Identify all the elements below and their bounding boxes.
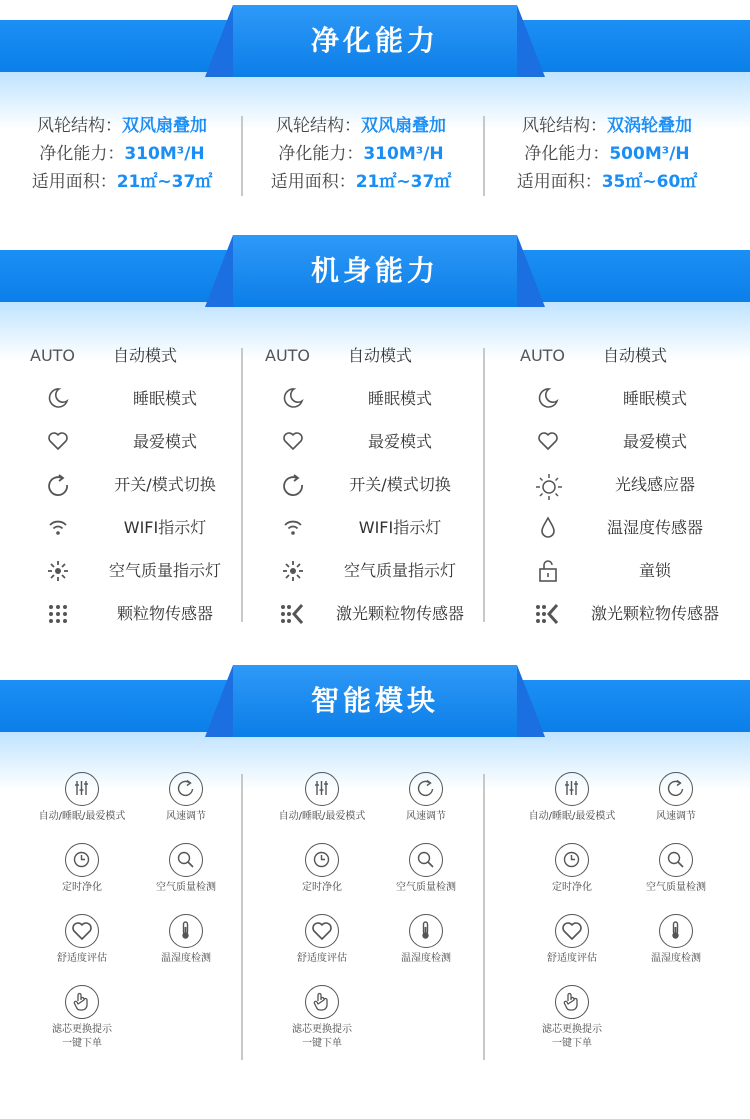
laser-sensor-icon xyxy=(535,602,561,626)
feature-label: 开关/模式切换 xyxy=(349,475,451,494)
module-item xyxy=(126,843,246,895)
capacity-value: 310M³/H xyxy=(124,144,205,164)
module-label: 温湿度检测 xyxy=(401,953,451,964)
module-item xyxy=(512,914,632,966)
hand-icon xyxy=(65,985,99,1019)
module-label: 空气质量检测 xyxy=(646,882,706,893)
thermometer-icon xyxy=(659,914,693,948)
module-label: 滤芯更换提示 xyxy=(52,1024,112,1035)
area-value: 21㎡~37㎡ xyxy=(355,172,452,192)
feature-label: 睡眠模式 xyxy=(622,389,687,408)
section-title: 机身能力 xyxy=(310,254,439,287)
fan-label: 风轮结构： xyxy=(522,116,607,136)
power-cycle-icon xyxy=(45,473,71,497)
feature-item xyxy=(520,599,750,629)
module-item xyxy=(366,843,486,895)
section-title: 净化能力 xyxy=(310,24,439,57)
feature-label: 睡眠模式 xyxy=(367,389,432,408)
refresh-icon xyxy=(659,772,693,806)
air-quality-icon xyxy=(280,559,306,583)
feature-label: 空气质量指示灯 xyxy=(343,561,456,580)
module-label-line2: 一键下单 xyxy=(62,1038,102,1049)
feature-label: 温湿度传感器 xyxy=(606,518,703,537)
section-banner-purify xyxy=(0,0,750,130)
module-item xyxy=(262,985,382,1051)
sliders-icon xyxy=(555,772,589,806)
module-label: 温湿度检测 xyxy=(651,953,701,964)
heart-icon xyxy=(535,430,561,454)
module-item xyxy=(262,843,382,895)
module-item xyxy=(366,914,486,966)
module-label: 空气质量检测 xyxy=(156,882,216,893)
moon-icon xyxy=(535,387,561,411)
module-item xyxy=(262,914,382,966)
feature-item xyxy=(30,470,260,500)
spec-column-1 xyxy=(2,112,242,196)
module-label: 自动/睡眠/最爱模式 xyxy=(528,811,616,822)
module-label-line2: 一键下单 xyxy=(552,1038,592,1049)
module-label: 空气质量检测 xyxy=(396,882,456,893)
feature-label: 自动模式 xyxy=(347,346,412,365)
sliders-icon xyxy=(305,772,339,806)
sliders-icon xyxy=(65,772,99,806)
module-item xyxy=(512,772,632,824)
module-label: 风速调节 xyxy=(166,811,206,822)
module-item xyxy=(22,772,142,824)
hand-icon xyxy=(305,985,339,1019)
wifi-icon xyxy=(280,516,306,540)
search-icon xyxy=(409,843,443,877)
module-label: 自动/睡眠/最爱模式 xyxy=(38,811,126,822)
wifi-icon xyxy=(45,516,71,540)
clock-icon xyxy=(555,843,589,877)
power-cycle-icon xyxy=(280,473,306,497)
module-item xyxy=(22,843,142,895)
spec-column-3 xyxy=(487,112,727,196)
module-label: 滤芯更换提示 xyxy=(542,1024,602,1035)
feature-label: 童锁 xyxy=(638,561,671,580)
feature-label: 颗粒物传感器 xyxy=(116,604,213,623)
feature-label: WIFI指示灯 xyxy=(123,518,207,537)
module-item xyxy=(512,985,632,1051)
feature-label: 最爱模式 xyxy=(622,432,687,451)
spec-column-2 xyxy=(241,112,481,196)
feature-item xyxy=(30,384,260,414)
feature-label: 激光颗粒物传感器 xyxy=(590,604,719,623)
feature-item xyxy=(520,341,750,371)
feature-item xyxy=(265,470,495,500)
moon-icon xyxy=(45,387,71,411)
feature-item xyxy=(265,513,495,543)
thermometer-icon xyxy=(409,914,443,948)
moon-icon xyxy=(280,387,306,411)
heart-icon xyxy=(65,914,99,948)
particle-sensor-icon xyxy=(45,602,71,626)
feature-item xyxy=(265,341,495,371)
feature-item xyxy=(520,556,750,586)
heart-icon xyxy=(45,430,71,454)
module-item xyxy=(616,772,736,824)
module-item xyxy=(512,843,632,895)
capacity-label: 净化能力： xyxy=(39,144,125,164)
module-label: 滤芯更换提示 xyxy=(292,1024,352,1035)
column-divider xyxy=(483,116,485,196)
module-item xyxy=(126,914,246,966)
module-item xyxy=(262,772,382,824)
feature-label: 自动模式 xyxy=(602,346,667,365)
area-label: 适用面积： xyxy=(270,172,356,192)
drop-icon xyxy=(535,516,561,540)
area-label: 适用面积： xyxy=(516,172,602,192)
fan-value: 双涡轮叠加 xyxy=(607,116,692,136)
sun-icon xyxy=(535,473,561,497)
refresh-icon xyxy=(169,772,203,806)
capacity-label: 净化能力： xyxy=(524,144,610,164)
auto-label: AUTO xyxy=(30,346,76,365)
module-label: 温湿度检测 xyxy=(161,953,211,964)
feature-item xyxy=(30,427,260,457)
module-item xyxy=(616,843,736,895)
module-label: 风速调节 xyxy=(406,811,446,822)
feature-item xyxy=(30,599,260,629)
feature-item xyxy=(30,513,260,543)
module-item xyxy=(22,985,142,1051)
feature-item xyxy=(520,384,750,414)
search-icon xyxy=(659,843,693,877)
clock-icon xyxy=(305,843,339,877)
fan-label: 风轮结构： xyxy=(276,116,361,136)
fan-label: 风轮结构： xyxy=(37,116,122,136)
heart-icon xyxy=(555,914,589,948)
lock-icon xyxy=(535,559,561,583)
auto-label: AUTO xyxy=(265,346,311,365)
feature-label: WIFI指示灯 xyxy=(358,518,442,537)
module-label: 舒适度评估 xyxy=(547,953,597,964)
module-item xyxy=(126,772,246,824)
feature-label: 空气质量指示灯 xyxy=(108,561,221,580)
capacity-value: 500M³/H xyxy=(609,144,690,164)
feature-label: 激光颗粒物传感器 xyxy=(335,604,464,623)
thermometer-icon xyxy=(169,914,203,948)
heart-icon xyxy=(280,430,306,454)
module-label: 定时净化 xyxy=(302,882,342,893)
feature-label: 开关/模式切换 xyxy=(114,475,216,494)
module-label: 舒适度评估 xyxy=(57,953,107,964)
feature-label: 睡眠模式 xyxy=(132,389,197,408)
area-value: 21㎡~37㎡ xyxy=(116,172,213,192)
module-item xyxy=(22,914,142,966)
air-quality-icon xyxy=(45,559,71,583)
hand-icon xyxy=(555,985,589,1019)
module-label: 定时净化 xyxy=(552,882,592,893)
module-item xyxy=(366,772,486,824)
feature-item xyxy=(520,470,750,500)
heart-icon xyxy=(305,914,339,948)
feature-item xyxy=(520,513,750,543)
capacity-value: 310M³/H xyxy=(363,144,444,164)
fan-value: 双风扇叠加 xyxy=(122,116,207,136)
feature-item xyxy=(30,341,260,371)
module-label: 舒适度评估 xyxy=(297,953,347,964)
section-title: 智能模块 xyxy=(310,684,439,717)
module-label: 自动/睡眠/最爱模式 xyxy=(278,811,366,822)
feature-label: 最爱模式 xyxy=(132,432,197,451)
refresh-icon xyxy=(409,772,443,806)
search-icon xyxy=(169,843,203,877)
feature-item xyxy=(265,556,495,586)
feature-label: 自动模式 xyxy=(112,346,177,365)
feature-item xyxy=(265,599,495,629)
feature-item xyxy=(520,427,750,457)
area-label: 适用面积： xyxy=(31,172,117,192)
feature-item xyxy=(265,384,495,414)
feature-label: 最爱模式 xyxy=(367,432,432,451)
feature-item xyxy=(265,427,495,457)
feature-item xyxy=(30,556,260,586)
feature-label: 光线感应器 xyxy=(614,475,695,494)
section-banner-smart xyxy=(0,660,750,790)
capacity-label: 净化能力： xyxy=(278,144,364,164)
module-label-line2: 一键下单 xyxy=(302,1038,342,1049)
module-label: 定时净化 xyxy=(62,882,102,893)
auto-label: AUTO xyxy=(520,346,566,365)
module-item xyxy=(616,914,736,966)
area-value: 35㎡~60㎡ xyxy=(601,172,698,192)
module-label: 风速调节 xyxy=(656,811,696,822)
laser-sensor-icon xyxy=(280,602,306,626)
fan-value: 双风扇叠加 xyxy=(361,116,446,136)
clock-icon xyxy=(65,843,99,877)
